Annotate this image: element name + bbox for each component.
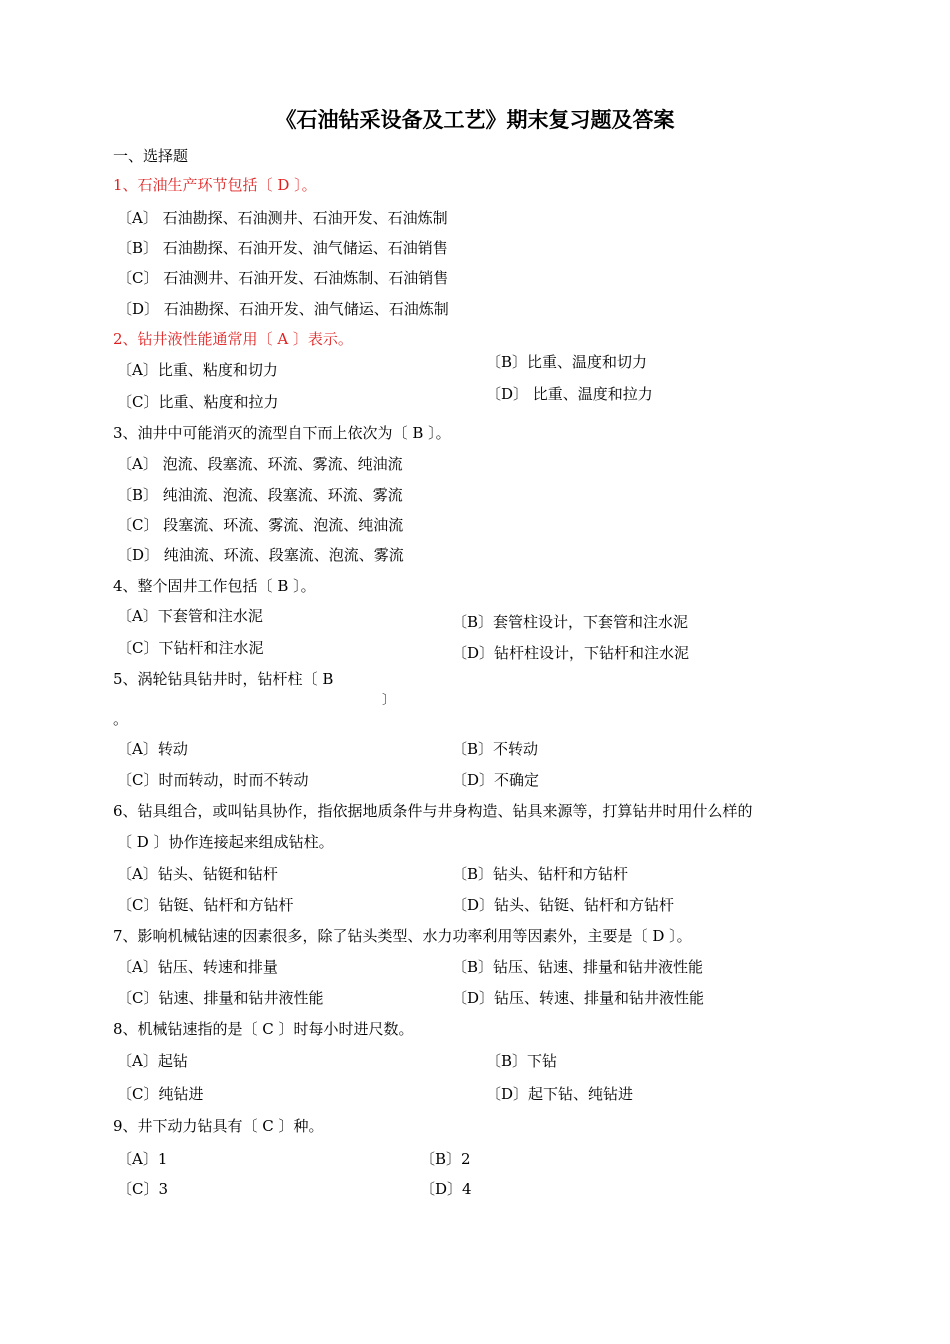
question-1-option-c: 〔C〕 石油测井、石油开发、石油炼制、石油销售: [117, 269, 449, 287]
question-4-stem: 4、整个固井工作包括〔 B 〕。: [113, 577, 316, 595]
question-5-bracket: 〕: [382, 693, 396, 708]
question-3-option-a: 〔A〕 泡流、段塞流、环流、雾流、纯油流: [117, 455, 403, 473]
question-9-option-b: 〔B〕2: [420, 1150, 471, 1168]
question-6-stem-line-1: 6、钻具组合，或叫钻具协作，指依据地质条件与井身构造、钻具来源等，打算钻井时用什么样的: [113, 802, 753, 820]
question-5-option-a: 〔A〕转动: [117, 740, 188, 758]
question-5-option-c: 〔C〕时而转动，时而不转动: [117, 771, 309, 789]
question-7-stem: 7、影响机械钻速的因素很多，除了钻头类型、水力功率利用等因素外，主要是〔 D 〕。: [113, 927, 692, 945]
question-8-stem: 8、机械钻速指的是〔 C 〕时每小时进尺数。: [113, 1020, 414, 1038]
question-7-option-c: 〔C〕钻速、排量和钻井液性能: [117, 989, 324, 1007]
question-2-option-c: 〔C〕比重、粘度和拉力: [117, 393, 279, 411]
question-1-option-b: 〔B〕 石油勘探、石油开发、油气储运、石油销售: [117, 239, 448, 257]
section-heading: 一、选择题: [113, 147, 189, 165]
question-5-option-b: 〔B〕不转动: [452, 740, 539, 758]
question-3-stem: 3、油井中可能消灭的流型自下而上依次为〔 B 〕。: [113, 424, 451, 442]
question-5-period: 。: [113, 710, 129, 728]
question-1-option-a: 〔A〕 石油勘探、石油测井、石油开发、石油炼制: [117, 209, 448, 227]
question-6-option-d: 〔D〕钻头、钻铤、钻杆和方钻杆: [452, 896, 675, 914]
question-9-stem: 9、井下动力钻具有〔 C 〕种。: [113, 1117, 324, 1135]
question-8-option-b: 〔B〕下钻: [486, 1052, 558, 1070]
question-1-option-d: 〔D〕 石油勘探、石油开发、油气储运、石油炼制: [117, 300, 449, 318]
question-7-option-b: 〔B〕钻压、钻速、排量和钻井液性能: [452, 958, 704, 976]
question-4-option-a: 〔A〕下套管和注水泥: [117, 607, 263, 625]
question-1-stem: 1、石油生产环节包括〔 D 〕。: [113, 176, 317, 194]
question-9-option-c: 〔C〕3: [117, 1180, 169, 1198]
question-3-option-b: 〔B〕 纯油流、泡流、段塞流、环流、雾流: [117, 486, 403, 504]
question-4-option-d: 〔D〕钻杆柱设计，下钻杆和注水泥: [452, 644, 690, 662]
question-5-option-d: 〔D〕不确定: [452, 771, 540, 789]
question-6-option-a: 〔A〕钻头、钻铤和钻杆: [117, 865, 278, 883]
question-2-stem: 2、钻井液性能通常用〔 A 〕表示。: [113, 330, 353, 348]
question-6-stem-line-2: 〔 D 〕协作连接起来组成钻柱。: [117, 833, 334, 851]
question-9-option-a: 〔A〕1: [117, 1150, 168, 1168]
question-8-option-c: 〔C〕纯钻进: [117, 1085, 204, 1103]
question-5-stem: 5、涡轮钻具钻井时，钻杆柱〔 B: [113, 670, 334, 688]
question-9-option-d: 〔D〕4: [420, 1180, 472, 1198]
question-8-option-a: 〔A〕起钻: [117, 1052, 188, 1070]
question-2-option-a: 〔A〕比重、粘度和切力: [117, 361, 278, 379]
question-6-option-b: 〔B〕钻头、钻杆和方钻杆: [452, 865, 629, 883]
question-4-option-b: 〔B〕套管柱设计，下套管和注水泥: [452, 613, 689, 631]
page-title: 《石油钻采设备及工艺》期末复习题及答案: [275, 107, 675, 132]
question-2-option-b: 〔B〕比重、温度和切力: [486, 353, 648, 371]
question-4-option-c: 〔C〕下钻杆和注水泥: [117, 639, 264, 657]
question-3-option-d: 〔D〕 纯油流、环流、段塞流、泡流、雾流: [117, 546, 404, 564]
question-6-option-c: 〔C〕钻铤、钻杆和方钻杆: [117, 896, 294, 914]
question-8-option-d: 〔D〕起下钻、纯钻进: [486, 1085, 634, 1103]
question-7-option-a: 〔A〕钻压、转速和排量: [117, 958, 278, 976]
question-2-option-d: 〔D〕 比重、温度和拉力: [486, 385, 653, 403]
question-7-option-d: 〔D〕钻压、转速、排量和钻井液性能: [452, 989, 705, 1007]
question-3-option-c: 〔C〕 段塞流、环流、雾流、泡流、纯油流: [117, 516, 404, 534]
